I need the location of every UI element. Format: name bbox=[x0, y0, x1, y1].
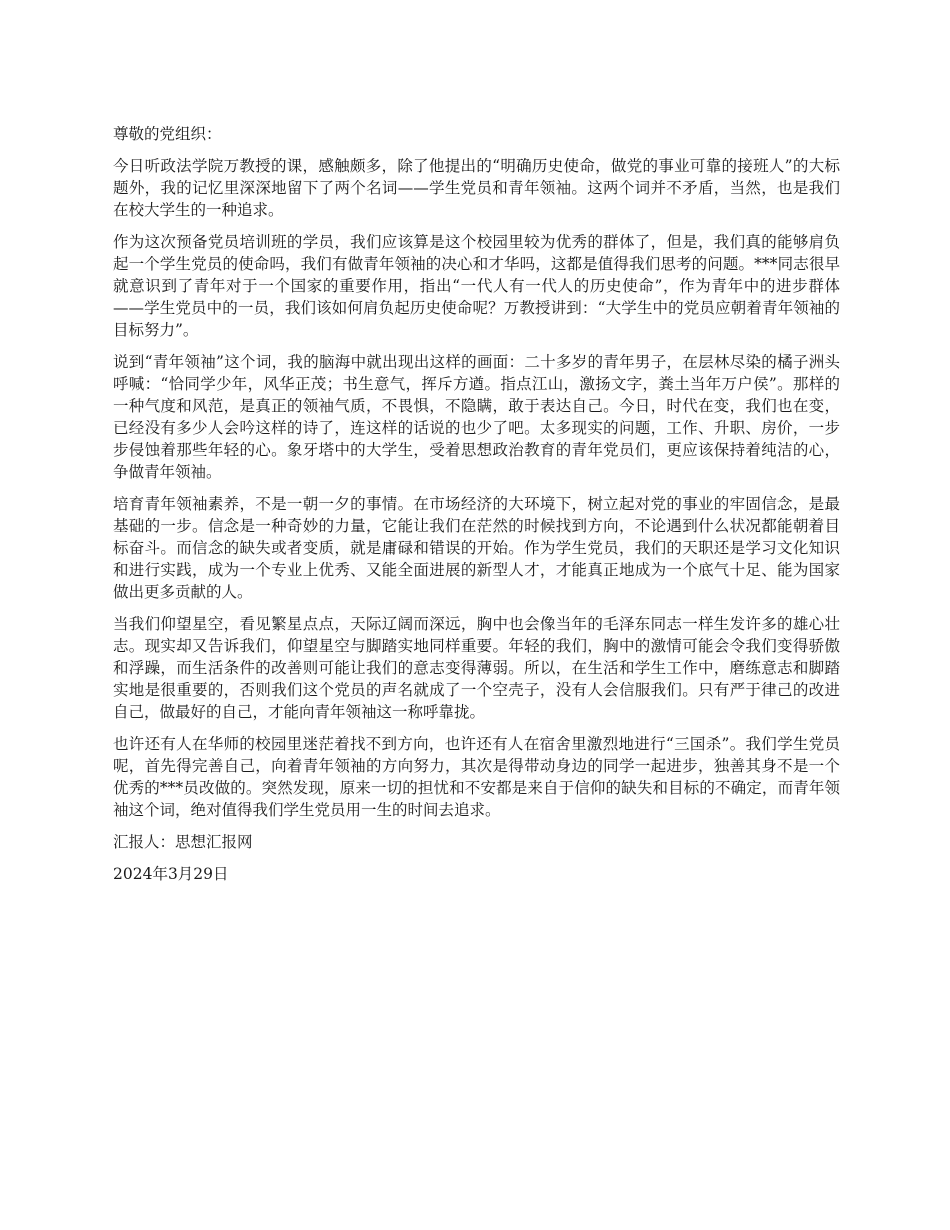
salutation: 尊敬的党组织： bbox=[113, 125, 222, 143]
body-paragraph: 作为这次预备党员培训班的学员，我们应该算是这个校园里较为优秀的群体了，但是，我们真的能够肩负起一个学生党员的使命吗，我们有做青年领袖的决心和才华吗，这都是值得我们思考的问题。***同志很早就意识到了青年对于一个国家的重要作用，指出“一代人有一代人的历史使命”，作为青年中的进步群体——学生党员中的一员，我们该如何肩负起历史使命呢？万教授讲到：“大学生中的党员应朝着青年领袖的目标努力”。 bbox=[113, 233, 840, 339]
report-date: 2024年3月29日 bbox=[113, 865, 229, 883]
body-paragraph: 今日听政法学院万教授的课，感触颇多，除了他提出的“明确历史使命，做党的事业可靠的接班人”的大标题外，我的记忆里深深地留下了两个名词——学生党员和青年领袖。这两个词并不矛盾，当然，也是我们在校大学生的一种追求。 bbox=[113, 157, 840, 219]
body-paragraph: 也许还有人在华师的校园里迷茫着找不到方向，也许还有人在宿舍里激烈地进行“三国杀”。我们学生党员呢，首先得完善自己，向着青年领袖的方向努力，其次是得带动身边的同学一起进步，独善其身不是一个优秀的***员改做的。突然发现，原来一切的担忧和不安都是来自于信仰的缺失和目标的不确定，而青年领袖这个词，绝对值得我们学生党员用一生的时间去追求。 bbox=[113, 735, 840, 819]
body-paragraph: 当我们仰望星空，看见繁星点点，天际辽阔而深远，胸中也会像当年的毛泽东同志一样生发许多的雄心壮志。现实却又告诉我们，仰望星空与脚踏实地同样重要。年轻的我们，胸中的激情可能会令我们变得骄傲和浮躁，而生活条件的改善则可能让我们的意志变得薄弱。所以，在生活和学生工作中，磨练意志和脚踏实地是很重要的，否则我们这个党员的声名就成了一个空壳子，没有人会信服我们。只有严于律己的改进自己，做最好的自己，才能向青年领袖这一称呼靠拢。 bbox=[113, 615, 840, 721]
letter-document bbox=[113, 123, 840, 895]
body-paragraph: 培育青年领袖素养，不是一朝一夕的事情。在市场经济的大环境下，树立起对党的事业的牢固信念，是最基础的一步。信念是一种奇妙的力量，它能让我们在茫然的时候找到方向，不论遇到什么状况都能朝着目标奋斗。而信念的缺失或者变质，就是庸碌和错误的开始。作为学生党员，我们的天职还是学习文化知识和进行实践，成为一个专业上优秀、又能全面进展的新型人才，才能真正地成为一个底气十足、能为国家做出更多贡献的人。 bbox=[113, 495, 840, 601]
body-paragraph: 说到“青年领袖”这个词，我的脑海中就出现出这样的画面：二十多岁的青年男子，在层林尽染的橘子洲头呼喊：“恰同学少年，风华正茂；书生意气，挥斥方遒。指点江山，激扬文字，粪土当年万户侯”。那样的一种气度和风范，是真正的领袖气质，不畏惧，不隐瞒，敢于表达自己。今日，时代在变，我们也在变，已经没有多少人会吟这样的诗了，连这样的话说的也少了吧。太多现实的问题，工作、升职、房价，一步步侵蚀着那些年轻的心。象牙塔中的大学生，受着思想政治教育的青年党员们，更应该保持着纯洁的心，争做青年领袖。 bbox=[113, 353, 840, 481]
reporter-signature: 汇报人：思想汇报网 bbox=[113, 833, 253, 851]
